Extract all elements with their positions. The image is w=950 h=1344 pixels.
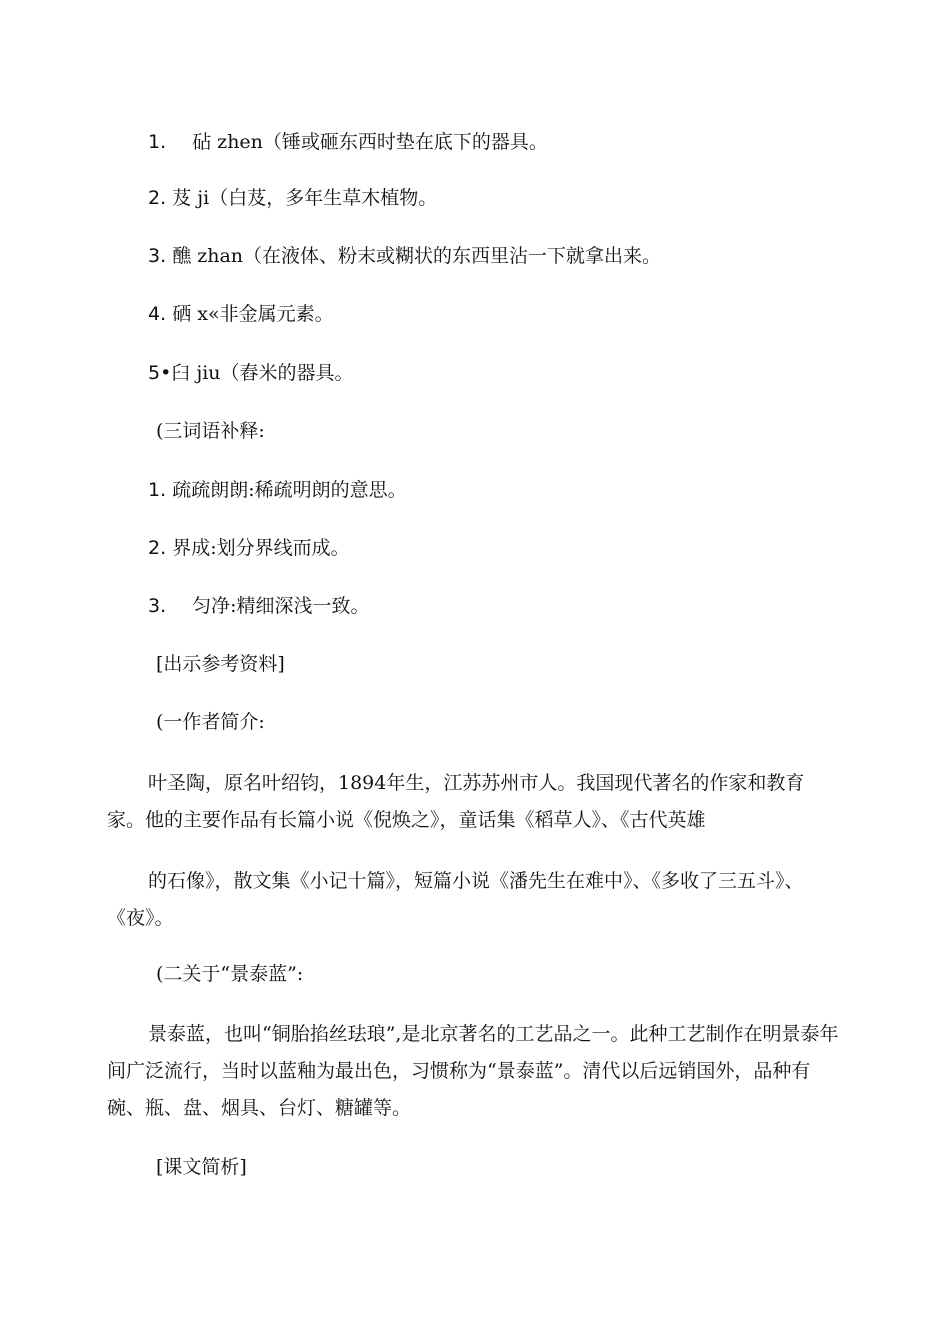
vocab-item-5 <box>148 360 354 386</box>
word-item-text: 疏疏朗朗:稀疏明朗的意思。 <box>172 479 407 501</box>
vocab-item-text: 芨 ji（白芨，多年生草木植物。 <box>172 187 438 209</box>
vocab-item-text: 硒 x«非金属元素。 <box>172 303 334 325</box>
vocab-item-number: 5• <box>148 362 172 384</box>
section-heading-words: (三词语补释: <box>156 420 265 442</box>
word-item-number: 1. <box>148 479 167 501</box>
vocab-item-3 <box>148 243 661 269</box>
word-item-3 <box>148 593 370 619</box>
word-item-text: 匀净:精细深浅一致。 <box>192 595 370 617</box>
section-heading-jingtai: (二关于“景泰蓝”: <box>156 963 304 985</box>
vocab-item-4 <box>148 301 334 327</box>
vocab-item-number: 3. <box>148 245 167 267</box>
vocab-item-number: 4. <box>148 303 167 325</box>
vocab-item-number: 2. <box>148 187 167 209</box>
word-item-number: 3. <box>148 595 167 617</box>
vocab-item-2 <box>148 185 437 211</box>
author-paragraph-2: 的石像》，散文集《小记十篇》，短篇小说《潘先生在难中》、《多收了三五斗》、《夜》。 <box>107 870 804 929</box>
vocab-item-text: 醮 zhan（在液体、粉末或糊状的东西里沾一下就拿出来。 <box>172 245 662 267</box>
author-paragraph-1: 叶圣陶，原名叶绍钧，1894年生，江苏苏州市人。我国现代著名的作家和教育家。他的主要作品有长篇小说《倪焕之》，童话集《稻草人》、《古代英雄 <box>107 772 805 831</box>
vocab-item-text: 砧 zhen（锤或砸东西时垫在底下的器具。 <box>192 131 548 153</box>
vocab-item-number: 1. <box>148 131 167 153</box>
section-heading-reference: [出示参考资料] <box>156 653 285 675</box>
jingtai-paragraph: 景泰蓝，也叫“铜胎掐丝珐琅”,是北京著名的工艺品之一。此种工艺制作在明景泰年间广泛流行，当时以蓝釉为最出色，习惯称为“景泰蓝”。清代以后远销国外，品种有碗、瓶、盘、烟具、台灯、糖罐等。 <box>107 1023 839 1119</box>
word-item-text: 界成:划分界线而成。 <box>172 537 350 559</box>
vocab-item-1 <box>148 129 548 155</box>
word-item-2 <box>148 535 350 561</box>
section-heading-analysis: [课文简析] <box>156 1156 247 1178</box>
word-item-number: 2. <box>148 537 167 559</box>
section-heading-author: (一作者简介: <box>156 711 265 733</box>
vocab-item-text: 臼 jiu（舂米的器具。 <box>171 362 354 384</box>
word-item-1 <box>148 477 407 503</box>
